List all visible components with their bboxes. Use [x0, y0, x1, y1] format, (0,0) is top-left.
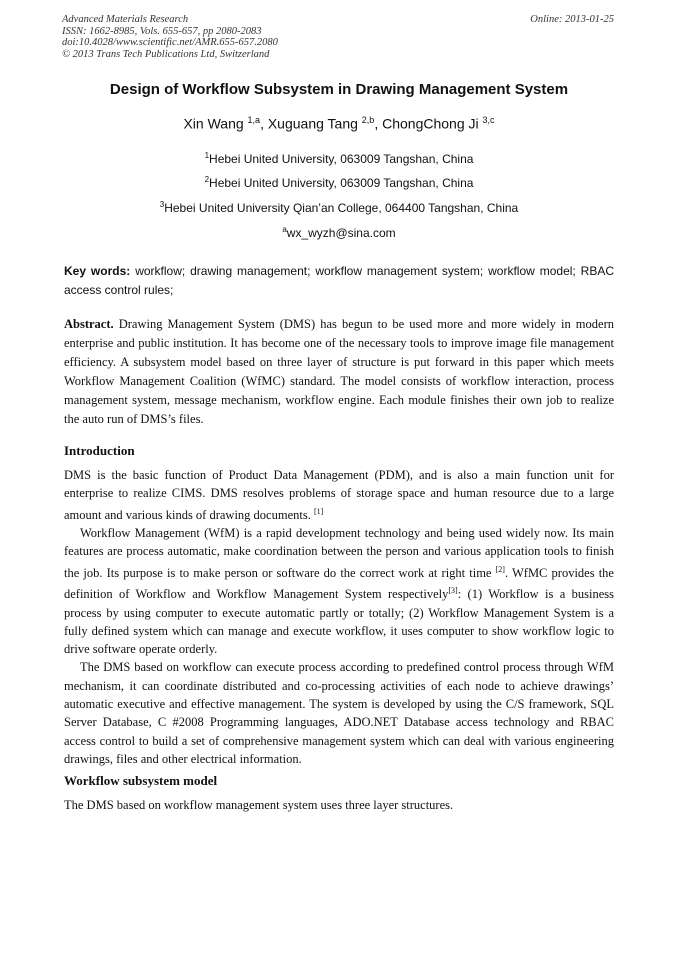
abstract: [64, 315, 614, 429]
affiliation-text: Hebei United University, 063009 Tangshan, China: [209, 152, 474, 166]
paragraph-text: DMS is the basic function of Product Data Management (PDM), and is also a main function unit for enterprise to realize CIMS. DMS resolves problems of storage space and human resource due to a large amount and various kinds of drawing documents.: [64, 468, 614, 522]
author-name: ChongChong Ji: [382, 115, 479, 132]
journal-name: Advanced Materials Research: [62, 14, 189, 25]
paragraph-text: : (1) Workflow is a business process by using computer to execute automatic partly or totally; (2) Workflow Management System is a fully defined system which can manage and execute workflow, it uses computer to show workflow logic to drive software operate orderly.: [64, 587, 614, 657]
citation: [3]: [448, 586, 458, 596]
abstract-label: Abstract.: [64, 317, 114, 331]
citation: [2]: [495, 564, 505, 574]
affiliation-sup: 3: [159, 200, 165, 209]
paragraph: The DMS based on workflow can execute process according to predefined control process through WfM mechanism, it can coordinate distributed and co-processing activities of each node to achieve drawings’ automatic executive and effective management. The system is developed by using the C/S framework, SQL Server Database, C #2008 Programming languages, ADO.NET Database access technology and RBAC access control to build a set of comprehensive management system which can deal with various engineering drawings, files and other electrical information.: [64, 660, 614, 766]
keywords-text: workflow; drawing management; workflow management system; workflow model; RBAC access control rules;: [64, 264, 614, 297]
email-sup: a: [282, 225, 287, 234]
paragraph-text: . WfMC provides the definition of Workflow and Workflow Management System respectively: [64, 565, 614, 602]
affiliation: [0, 200, 678, 215]
affiliation: [0, 175, 678, 190]
journal-header: [62, 14, 278, 60]
copyright-line: © 2013 Trans Tech Publications Ltd, Switzerland: [62, 48, 270, 60]
affiliation: [0, 151, 678, 166]
author-sup: 2,b: [361, 115, 375, 125]
affiliation-text: Hebei United University Qian’an College, 064400 Tangshan, China: [164, 201, 519, 215]
affiliation-sup: 1: [204, 151, 210, 160]
paragraph-text: Workflow Management (WfM) is a rapid development technology and being used widely now. Its main features are process automatic, make coordination between the person and various application tools to finish the job. Its purpose is to make person or software do the correct work at right time: [64, 526, 614, 580]
author-sup: 1,a: [247, 115, 261, 125]
author-name: Xin Wang: [183, 115, 244, 132]
abstract-text: Drawing Management System (DMS) has begun to be used more and more widely in modern enterprise and public institution. It has become one of the necessary tools to improve image file management efficiency. A subsystem model based on three layer of structure is put forward in this paper which meets Workflow Management Coalition (WfMC) standard. The model consists of workflow interaction, process management system, message mechanism, workflow engine. Each module finishes their own job to realize the auto run of DMS’s files.: [64, 317, 614, 426]
online-date: Online: 2013-01-25: [530, 14, 614, 25]
paper-title: Design of Workflow Subsystem in Drawing Management System: [109, 81, 569, 98]
paragraph: [64, 466, 614, 524]
email-text: wx_wyzh@sina.com: [286, 226, 396, 240]
issn-line: ISSN: 1662-8985, Vols. 655-657, pp 2080-2083: [62, 25, 262, 37]
keywords: [64, 262, 614, 300]
author-list: Xin Wang $^{1,a}$, Xuguang Tang $^{2,b}$, ChongChong Ji $^{3,c}$: [183, 115, 495, 132]
author-sup: 3,c: [482, 115, 495, 125]
affiliation-text: Hebei United University, 063009 Tangshan, China: [209, 176, 474, 190]
affiliation-sup: 2: [204, 175, 210, 184]
paragraph: The DMS based on workflow management system uses three layer structures.: [64, 798, 454, 812]
author-name: Xuguang Tang: [267, 115, 358, 132]
keywords-label: Key words:: [64, 264, 131, 278]
section-heading-workflow-model: Workflow subsystem model: [64, 773, 218, 788]
section-heading-introduction: Introduction: [64, 443, 135, 458]
citation: [1]: [313, 506, 324, 516]
email: [0, 225, 678, 240]
paragraph: [64, 524, 614, 658]
introduction-body: [64, 466, 614, 768]
doi-line: doi:10.4028/www.scientific.net/AMR.655-657.2080: [62, 37, 278, 48]
section2-body: [64, 796, 614, 814]
